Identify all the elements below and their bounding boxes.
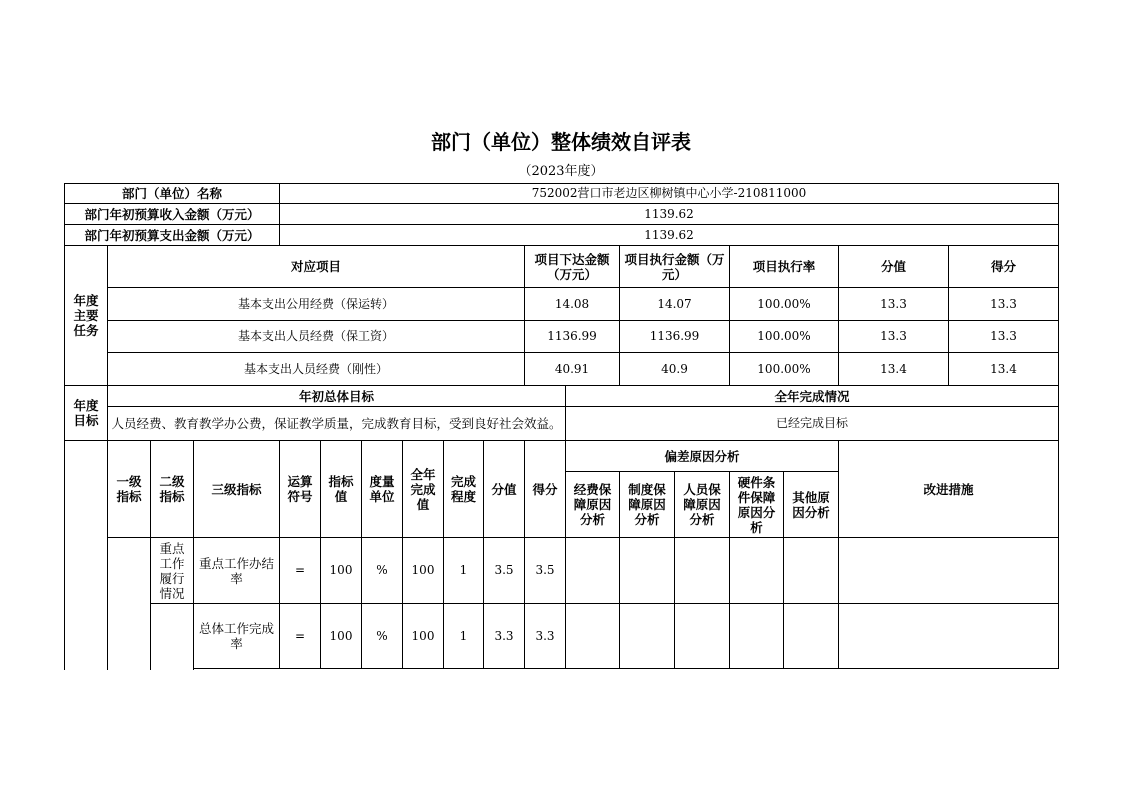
year-subtitle: （2023年度） (518, 164, 604, 179)
deviation-hardware-cell (729, 603, 784, 669)
unit-name-value: 752002营口市老边区柳树镇中心小学-210811000 (279, 183, 1059, 204)
indicator-header-actual: 全年完成值 (402, 440, 444, 538)
indicator-header-level2: 二级指标 (150, 440, 194, 538)
deviation-personnel-cell (674, 603, 730, 669)
task-row-score-value: 13.4 (838, 352, 949, 386)
deviation-other-header: 其他原因分析 (783, 471, 839, 538)
task-row-score-value: 13.3 (838, 287, 949, 321)
page-title: 部门（单位）整体绩效自评表 (431, 130, 691, 154)
tasks-header-score: 得分 (948, 245, 1059, 288)
budget-expense-label: 部门年初预算支出金额（万元） (64, 224, 280, 246)
indicator-level2-cell: 重点工作履行情况 (150, 537, 194, 604)
tasks-header-score-value: 分值 (838, 245, 949, 288)
indicator-level3-cell: 重点工作办结率 (193, 537, 280, 604)
deviation-funding-cell (565, 603, 620, 669)
indicator-degree-cell: 1 (443, 537, 484, 604)
deviation-system-cell (619, 537, 675, 604)
indicator-target-cell: 100 (320, 537, 362, 604)
tasks-header-rate: 项目执行率 (729, 245, 839, 288)
goals-initial-header: 年初总体目标 (107, 385, 566, 407)
task-row-executed: 1136.99 (619, 320, 730, 353)
indicator-header-level3: 三级指标 (193, 440, 280, 538)
tasks-header-executed: 项目执行金额（万元） (619, 245, 730, 288)
indicator-score-value-cell: 3.3 (483, 603, 525, 669)
indicator-actual-cell: 100 (402, 537, 444, 604)
task-row-executed: 40.9 (619, 352, 730, 386)
deviation-system-header: 制度保障原因分析 (619, 471, 675, 538)
improvement-cell (838, 603, 1059, 669)
tasks-header-allocated: 项目下达金额（万元） (524, 245, 620, 288)
task-row-score-value: 13.3 (838, 320, 949, 353)
indicator-unit-cell: % (361, 603, 403, 669)
budget-income-label: 部门年初预算收入金额（万元） (64, 203, 280, 225)
task-row-score: 13.3 (948, 320, 1059, 353)
deviation-funding-cell (565, 537, 620, 604)
indicator-score-value-cell: 3.5 (483, 537, 525, 604)
indicator-level1-cell (107, 537, 151, 670)
tasks-section-label: 年度主要任务 (64, 245, 108, 386)
unit-name-label: 部门（单位）名称 (64, 183, 280, 204)
indicator-target-cell: 100 (320, 603, 362, 669)
indicator-header-target: 指标值 (320, 440, 362, 538)
task-row-allocated: 1136.99 (524, 320, 620, 353)
deviation-other-cell (783, 603, 839, 669)
task-row-rate: 100.00% (729, 320, 839, 353)
task-row-allocated: 14.08 (524, 287, 620, 321)
task-row-score: 13.3 (948, 287, 1059, 321)
indicator-unit-cell: % (361, 537, 403, 604)
budget-expense-value: 1139.62 (279, 224, 1059, 246)
deviation-hardware-cell (729, 537, 784, 604)
indicator-level3-cell: 总体工作完成率 (193, 603, 280, 669)
task-row-allocated: 40.91 (524, 352, 620, 386)
indicators-section-blank (64, 440, 108, 670)
deviation-system-cell (619, 603, 675, 669)
deviation-analysis-header: 偏差原因分析 (565, 440, 839, 472)
indicator-level2-cell (150, 603, 194, 670)
deviation-other-cell (783, 537, 839, 604)
indicator-operator-cell: = (279, 537, 321, 604)
indicator-operator-cell: = (279, 603, 321, 669)
indicator-actual-cell: 100 (402, 603, 444, 669)
improvement-header: 改进措施 (838, 440, 1059, 538)
task-row-executed: 14.07 (619, 287, 730, 321)
goals-section-label: 年度目标 (64, 385, 108, 441)
task-row-rate: 100.00% (729, 352, 839, 386)
budget-income-value: 1139.62 (279, 203, 1059, 225)
task-row-rate: 100.00% (729, 287, 839, 321)
goals-initial-text: 人员经费、教育教学办公费，保证教学质量，完成教育目标，受到良好社会效益。 (107, 406, 566, 441)
task-row-item: 基本支出公用经费（保运转） (107, 287, 525, 321)
indicator-header-score-value: 分值 (483, 440, 525, 538)
tasks-header-item: 对应项目 (107, 245, 525, 288)
deviation-personnel-cell (674, 537, 730, 604)
deviation-hardware-header: 硬件条件保障原因分析 (729, 471, 784, 538)
goals-completion-header: 全年完成情况 (565, 385, 1059, 407)
task-row-score: 13.4 (948, 352, 1059, 386)
goals-completion-text: 已经完成目标 (565, 406, 1059, 441)
indicator-header-degree: 完成程度 (443, 440, 484, 538)
indicator-degree-cell: 1 (443, 603, 484, 669)
indicator-header-level1: 一级指标 (107, 440, 151, 538)
task-row-item: 基本支出人员经费（保工资） (107, 320, 525, 353)
indicator-score-cell: 3.3 (524, 603, 566, 669)
task-row-item: 基本支出人员经费（刚性） (107, 352, 525, 386)
improvement-cell (838, 537, 1059, 604)
indicator-header-unit: 度量单位 (361, 440, 403, 538)
indicator-header-operator: 运算符号 (279, 440, 321, 538)
deviation-funding-header: 经费保障原因分析 (565, 471, 620, 538)
indicator-header-score: 得分 (524, 440, 566, 538)
deviation-personnel-header: 人员保障原因分析 (674, 471, 730, 538)
indicator-score-cell: 3.5 (524, 537, 566, 604)
